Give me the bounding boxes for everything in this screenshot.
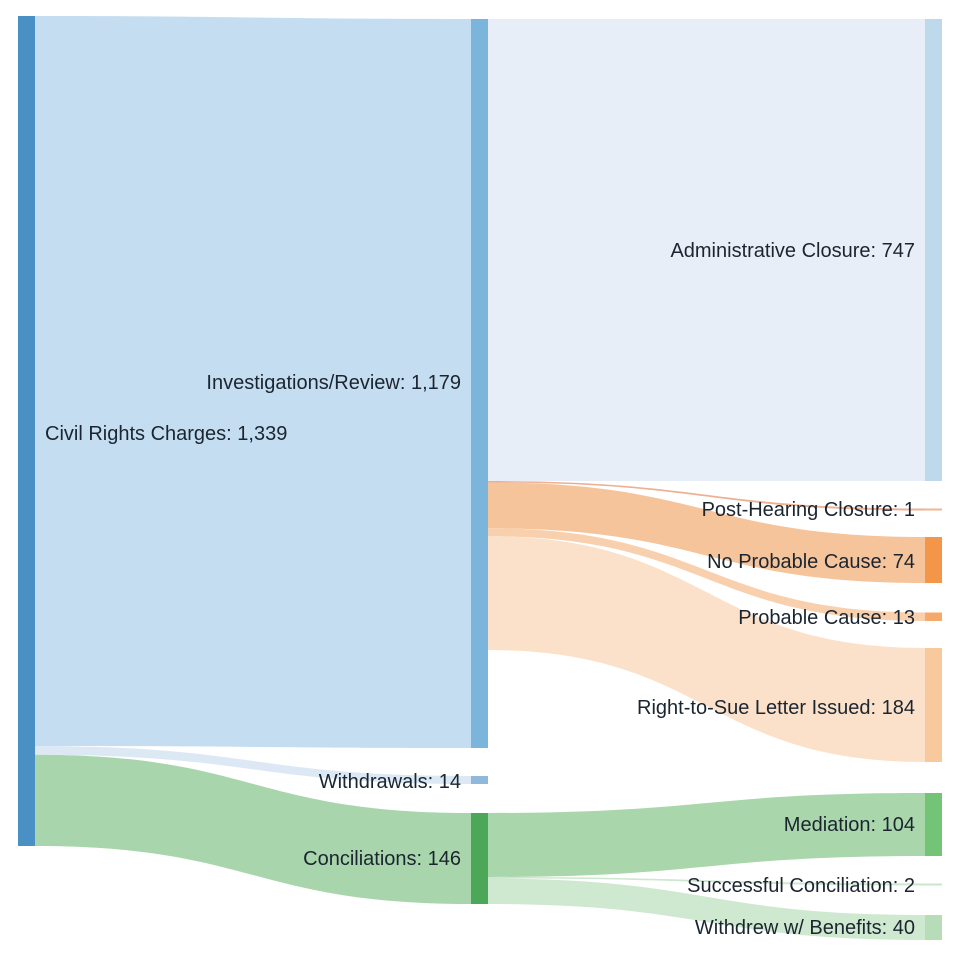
node-right-to-sue[interactable] — [925, 648, 942, 762]
label-post-hearing-closure: Post-Hearing Closure: 1 — [701, 499, 915, 521]
label-withdrew-w-benefits: Withdrew w/ Benefits: 40 — [694, 917, 915, 939]
label-withdrawals: Withdrawals: 14 — [318, 771, 461, 793]
node-civil-rights-charges[interactable] — [18, 16, 35, 846]
label-mediation: Mediation: 104 — [783, 814, 915, 836]
node-administrative-closure[interactable] — [925, 19, 942, 481]
label-probable-cause: Probable Cause: 13 — [738, 607, 915, 629]
node-post-hearing-closure[interactable] — [925, 509, 942, 511]
node-mediation[interactable] — [925, 793, 942, 856]
label-administrative-closure: Administrative Closure: 747 — [670, 240, 915, 262]
label-right-to-sue: Right-to-Sue Letter Issued: 184 — [637, 697, 915, 719]
label-civil-rights-charges: Civil Rights Charges: 1,339 — [45, 423, 288, 445]
label-investigations-review: Investigations/Review: 1,179 — [206, 372, 461, 394]
node-probable-cause[interactable] — [925, 613, 942, 622]
node-investigations-review[interactable] — [471, 19, 488, 748]
node-withdrew-w-benefits[interactable] — [925, 915, 942, 940]
node-no-probable-cause[interactable] — [925, 537, 942, 583]
label-successful-conciliation: Successful Conciliation: 2 — [687, 875, 915, 897]
label-conciliations: Conciliations: 146 — [303, 848, 461, 870]
node-successful-conciliation[interactable] — [925, 884, 942, 886]
node-conciliations[interactable] — [471, 813, 488, 904]
label-no-probable-cause: No Probable Cause: 74 — [707, 551, 915, 573]
node-withdrawals[interactable] — [471, 776, 488, 784]
